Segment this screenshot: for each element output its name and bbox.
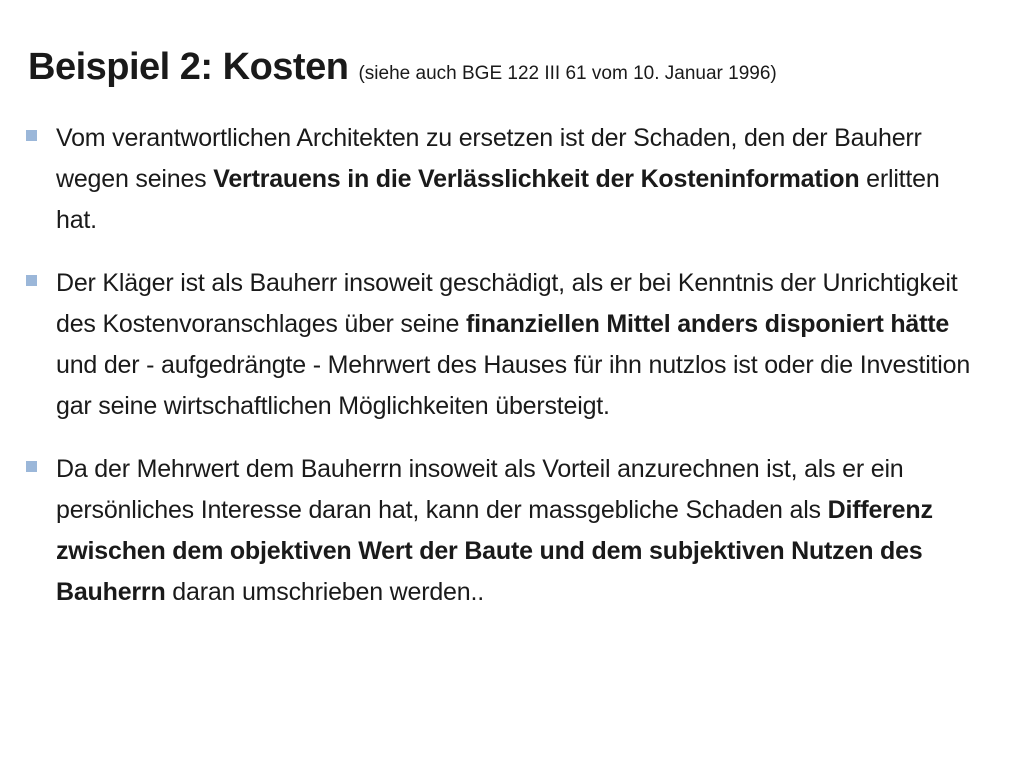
bullet-text [56,269,970,420]
bullet-item-2 [0,263,976,427]
slide-title [28,42,998,99]
bullet-text-segment: und der - aufgedrängte - Mehrwert des Hauses für ihn nutzlos ist oder die Investition gar seine wirtschaftlichen Möglichkeiten übersteigt. [56,351,971,420]
bullet-text-emphasis: finanziellen Mittel anders disponiert hätte [465,310,950,338]
bullet-text-emphasis: Vertrauens in die Verlässlichkeit der Kosteninformation [213,165,860,193]
bullet-text-segment: Der Kläger ist als Bauherr insoweit geschädigt, als er bei Kenntnis der Unrichtigkeit des Kostenvoranschlages über seine [56,269,958,338]
bullet-list [0,118,1024,635]
bullet-text [56,124,940,234]
bullet-text-segment: Vom verantwortlichen Architekten zu ersetzen ist der Schaden, den der Bauherr wegen seines [56,124,922,193]
square-bullet-icon [26,461,37,472]
bullet-item-1 [0,118,976,241]
square-bullet-icon [26,130,37,141]
bullet-item-3 [0,449,976,613]
slide-title-subtitle: (siehe auch BGE 122 III 61 vom 10. Januar 1996) [358,63,777,84]
bullet-text-emphasis: Differenz zwischen dem objektiven Wert der Baute und dem subjektiven Nutzen des Bauherrn [56,496,933,606]
bullet-text [56,455,933,606]
slide-title-main: Beispiel 2: Kosten [28,46,349,88]
square-bullet-icon [26,275,37,286]
bullet-text-segment: erlitten hat. [56,165,940,234]
bullet-text-segment: daran umschrieben werden.. [165,578,484,606]
bullet-text-segment: Da der Mehrwert dem Bauherrn insoweit als Vorteil anzurechnen ist, als er ein persönliches Interesse daran hat, kann der massgebliche Schaden als [56,455,904,524]
